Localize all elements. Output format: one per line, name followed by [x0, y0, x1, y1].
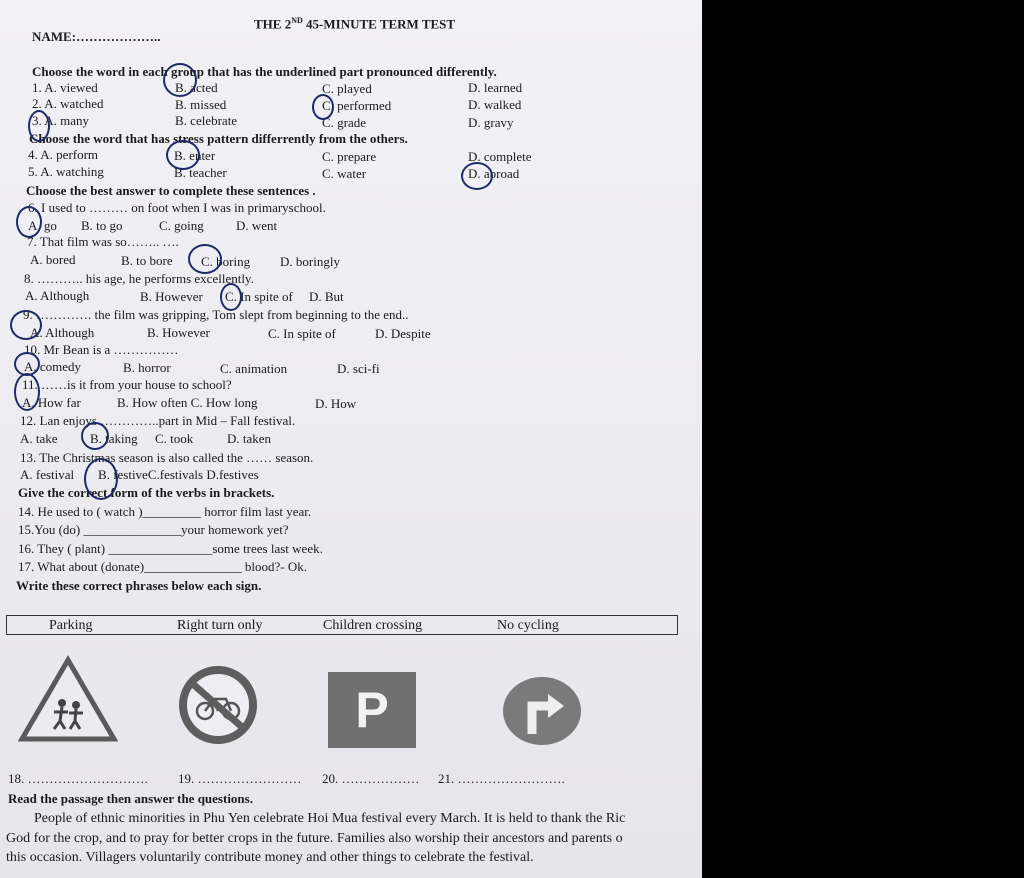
q1-option-c: C. played [322, 81, 372, 96]
q3-option-d: D. gravy [468, 115, 514, 130]
q1-option-d: D. learned [468, 80, 523, 95]
answer-18: 18. ………………………. [8, 771, 148, 786]
q10-option-a: A. comedy [24, 359, 82, 374]
q8-option-c: C. In spite of [225, 289, 293, 304]
q15-line: 15.You (do) _______________your homework yet? [18, 522, 289, 537]
phrase-children-crossing: Children crossing [323, 618, 423, 633]
q11-stem: 11. ……is it from your house to school? [22, 377, 232, 392]
q7-option-b: B. to bore [121, 253, 173, 268]
q2-option-c: C. performed [322, 98, 392, 113]
q6-option-b: B. to go [81, 218, 123, 233]
q4-option-b: B. enter [174, 148, 216, 163]
black-margin [702, 0, 1024, 878]
q7-option-c: C. boring [201, 254, 251, 269]
q11-option-bc: B. How often C. How long [117, 395, 258, 410]
sign-phrases-table [6, 615, 678, 635]
q6-stem: 6. I used to ……… on foot when I was in primaryschool. [28, 200, 326, 215]
parking-sign-icon [328, 672, 416, 748]
q7-stem: 7. That film was so…….. …. [27, 234, 179, 249]
q9-option-d: D. Despite [375, 326, 431, 341]
q8-option-a: A. Although [25, 288, 90, 303]
q7-option-d: D. boringly [280, 254, 340, 269]
q13-option-bcd: B. festiveC.festivals D.festives [98, 467, 259, 482]
q2-option-a: 2. A. watched [32, 96, 104, 111]
section5-instruction: Write these correct phrases below each sign. [16, 578, 262, 593]
q8-option-b: B. However [140, 289, 203, 304]
q10-option-c: C. animation [220, 361, 288, 376]
q3-option-b: B. celebrate [175, 113, 238, 128]
q12-option-c: C. took [155, 431, 194, 446]
q9-option-b: B. However [147, 325, 210, 340]
q1-option-a: 1. A. viewed [32, 80, 98, 95]
q12-stem: 12. Lan enjoys …………..part in Mid – Fall festival. [20, 413, 296, 428]
q10-option-b: B. horror [123, 360, 171, 375]
q11-option-a: A. How far [22, 395, 81, 410]
answer-21: 21. ……………………. [438, 771, 565, 786]
children-crossing-sign-icon [18, 655, 118, 745]
parking-sign-letter: P [355, 682, 389, 738]
q8-stem: 8. ……….. his age, he performs excellently. [24, 271, 254, 286]
phrase-parking: Parking [49, 618, 93, 633]
q9-option-c: C. In spite of [268, 326, 336, 341]
q12-option-a: A. take [20, 431, 58, 446]
q6-option-d: D. went [236, 218, 278, 233]
answer-19: 19. …………………… [178, 771, 302, 786]
q16-line: 16. They ( plant) ________________some trees last week. [18, 541, 323, 556]
q12-option-b: B. taking [90, 431, 138, 446]
q14-line: 14. He used to ( watch )_________ horror film last year. [18, 504, 312, 519]
q17-line: 17. What about (donate)_______________ blood?- Ok. [18, 559, 307, 574]
passage-line-1: People of ethnic minorities in Phu Yen celebrate Hoi Mua festival every March. It is held to thank the Ric [34, 811, 626, 826]
q13-stem: 13. The Christmas season is also called the …… season. [20, 450, 314, 465]
q5-option-a: 5. A. watching [28, 164, 104, 179]
q5-option-c: C. water [322, 166, 367, 181]
name-line: NAME:……………….. [32, 29, 161, 44]
q5-option-d: D. abroad [468, 166, 520, 181]
passage-line-3: this occasion. Villagers voluntarily contribute money and other things to celebrate the festival. [6, 850, 534, 865]
q2-option-b: B. missed [175, 97, 227, 112]
q4-option-a: 4. A. perform [28, 147, 99, 162]
section1-instruction: Choose the word in each group that has the underlined part pronounced differently. [32, 64, 497, 79]
right-turn-only-sign-icon [502, 676, 582, 746]
q2-option-d: D. walked [468, 97, 522, 112]
answer-20: 20. ……………… [322, 771, 420, 786]
q7-option-a: A. bored [30, 252, 76, 267]
phrase-no-cycling: No cycling [497, 618, 559, 633]
q11-option-d: D. How [315, 396, 357, 411]
section3-instruction: Choose the best answer to complete these sentences . [26, 183, 316, 198]
phrase-right-turn-only: Right turn only [177, 618, 263, 633]
passage-line-2: God for the crop, and to pray for better crops in the future. Families also worship their ancestors and parents o [6, 831, 623, 846]
q9-option-a: A. Although [30, 325, 95, 340]
section2-instruction: Choose the word that has stress pattern differrently from the others. [29, 131, 408, 146]
q8-option-d: D. But [309, 289, 344, 304]
section6-instruction: Read the passage then answer the questions. [8, 791, 253, 806]
q9-stem: 9. …………. the film was gripping, Tom slept from beginning to the end.. [23, 307, 409, 322]
q3-option-c: C. grade [322, 115, 367, 130]
q10-option-d: D. sci-fi [337, 361, 380, 376]
no-cycling-sign-icon [178, 665, 258, 745]
q3-option-a: 3. A. many [32, 113, 90, 128]
q4-option-c: C. prepare [322, 149, 377, 164]
q4-option-d: D. complete [468, 149, 532, 164]
q5-option-b: B. teacher [174, 165, 227, 180]
q13-option-a: A. festival [20, 467, 75, 482]
q10-stem: 10. Mr Bean is a …………… [24, 342, 179, 357]
q6-option-c: C. going [159, 218, 204, 233]
section4-instruction: Give the correct form of the verbs in brackets. [18, 485, 275, 500]
test-title: THE 2ND 45-MINUTE TERM TEST [254, 16, 456, 32]
q6-option-a: A. go [28, 218, 57, 233]
q1-option-b: B. acted [175, 80, 218, 95]
q12-option-d: D. taken [227, 431, 272, 446]
